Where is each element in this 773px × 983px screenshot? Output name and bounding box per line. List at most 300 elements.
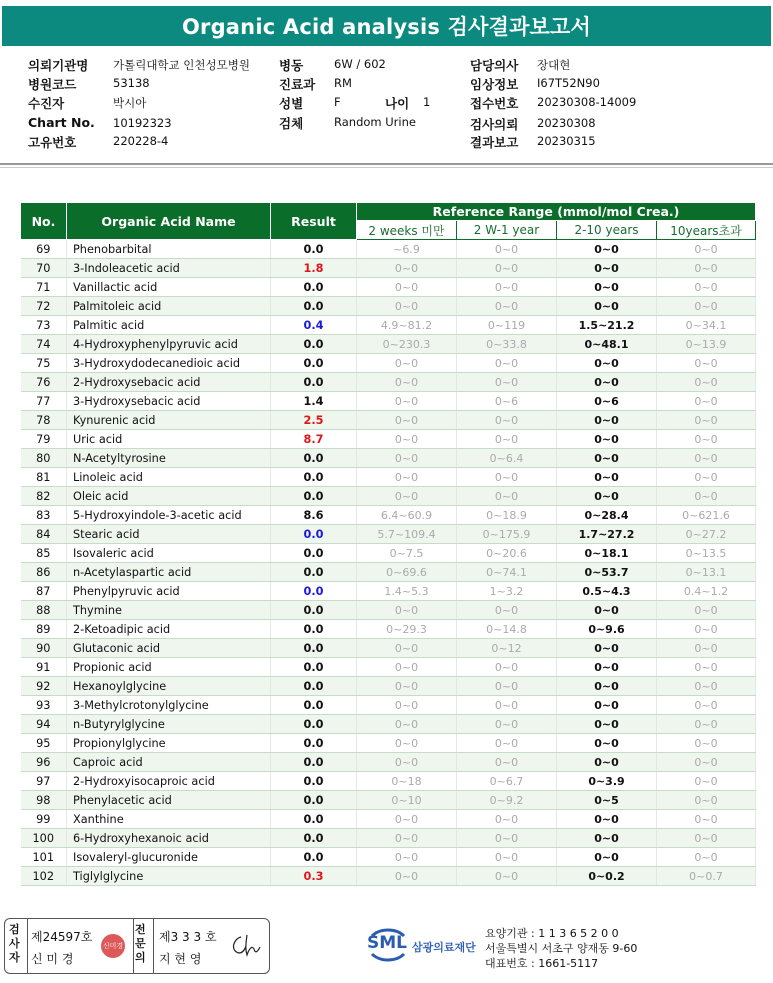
table-row: [21, 601, 756, 620]
ref-2weeks: 0~0: [357, 354, 457, 373]
acid-name: Propionylglycine: [67, 734, 271, 753]
ref-2-10years: 0~0: [557, 449, 657, 468]
acid-name: n-Acetylaspartic acid: [67, 563, 271, 582]
info-value: 53138: [113, 76, 150, 90]
acid-name: Palmitoleic acid: [67, 297, 271, 316]
ref-10years-plus: 0~621.6: [657, 506, 756, 525]
ref-2-10years: 0~0: [557, 658, 657, 677]
row-number: 69: [21, 240, 67, 259]
info-label: 담당의사: [470, 58, 519, 73]
acid-name: Thymine: [67, 601, 271, 620]
acid-name: Xanthine: [67, 810, 271, 829]
result-value: 0.0: [271, 468, 357, 487]
result-value: 0.0: [271, 297, 357, 316]
ref-2weeks: ~6.9: [357, 240, 457, 259]
ref-2w-1year: 0~9.2: [457, 791, 557, 810]
ref-10years-plus: 0~0: [657, 639, 756, 658]
ref-2w-1year: 0~20.6: [457, 544, 557, 563]
ref-2weeks: 0~29.3: [357, 620, 457, 639]
result-value: 0.0: [271, 639, 357, 658]
table-row: [21, 449, 756, 468]
ref-10years-plus: 0~0: [657, 829, 756, 848]
info-value: Random Urine: [334, 115, 416, 129]
result-value: 0.0: [271, 582, 357, 601]
ref-2-10years: 0~0: [557, 240, 657, 259]
table-row: [21, 563, 756, 582]
row-number: 72: [21, 297, 67, 316]
acid-name: 3-Indoleacetic acid: [67, 259, 271, 278]
row-number: 96: [21, 753, 67, 772]
row-number: 76: [21, 373, 67, 392]
ref-2w-1year: 0~0: [457, 373, 557, 392]
row-number: 95: [21, 734, 67, 753]
row-number: 87: [21, 582, 67, 601]
acid-name: Palmitic acid: [67, 316, 271, 335]
table-row: [21, 297, 756, 316]
results-table: [20, 202, 756, 886]
ref-2-10years: 0~0: [557, 829, 657, 848]
ref-2-10years: 0.5~4.3: [557, 582, 657, 601]
ref-2w-1year: 0~0: [457, 297, 557, 316]
info-label: 수진자: [28, 96, 65, 111]
table-row: [21, 487, 756, 506]
table-row: [21, 544, 756, 563]
ref-10years-plus: 0~0: [657, 772, 756, 791]
ref-10years-plus: 0~0: [657, 810, 756, 829]
ref-2-10years: 0~5: [557, 791, 657, 810]
acid-name: Uric acid: [67, 430, 271, 449]
ref-2weeks: 0~0: [357, 867, 457, 886]
ref-2w-1year: 0~74.1: [457, 563, 557, 582]
table-row: [21, 791, 756, 810]
ref-10years-plus: 0~13.1: [657, 563, 756, 582]
ref-2w-1year: 0~18.9: [457, 506, 557, 525]
ref-2w-1year: 0~0: [457, 753, 557, 772]
tester-label-char: 검: [9, 923, 20, 936]
result-value: 0.0: [271, 772, 357, 791]
row-number: 97: [21, 772, 67, 791]
ref-10years-plus: 0~0: [657, 392, 756, 411]
ref-10years-plus: 0~0: [657, 240, 756, 259]
info-label: 의뢰기관명: [28, 58, 89, 73]
result-value: 1.8: [271, 259, 357, 278]
ref-2w-1year: 0~6: [457, 392, 557, 411]
ref-2weeks: 0~18: [357, 772, 457, 791]
ref-2weeks: 4.9~81.2: [357, 316, 457, 335]
row-number: 86: [21, 563, 67, 582]
ref-2weeks: 0~0: [357, 449, 457, 468]
ref-2weeks: 0~0: [357, 696, 457, 715]
ref-2w-1year: 0~0: [457, 829, 557, 848]
ref-10years-plus: 0~27.2: [657, 525, 756, 544]
table-row: [21, 392, 756, 411]
row-number: 75: [21, 354, 67, 373]
signature-box: [4, 918, 270, 974]
info-value: 20230308: [537, 116, 596, 130]
row-number: 90: [21, 639, 67, 658]
result-value: 0.0: [271, 240, 357, 259]
table-row: [21, 506, 756, 525]
result-value: 0.0: [271, 734, 357, 753]
divider: [0, 163, 773, 165]
acid-name: 2-Ketoadipic acid: [67, 620, 271, 639]
acid-name: Kynurenic acid: [67, 411, 271, 430]
info-label: 검체: [279, 116, 304, 131]
tester-name: 신 미 경: [31, 952, 74, 966]
ref-2w-1year: 0~0: [457, 601, 557, 620]
ref-2weeks: 6.4~60.9: [357, 506, 457, 525]
ref-10years-plus: 0~0: [657, 677, 756, 696]
ref-2-10years: 1.5~21.2: [557, 316, 657, 335]
acid-name: Vanillactic acid: [67, 278, 271, 297]
ref-2-10years: 0~48.1: [557, 335, 657, 354]
ref-2weeks: 0~0: [357, 468, 457, 487]
ref-10years-plus: 0~0: [657, 791, 756, 810]
tester-label-char: 사: [9, 937, 20, 950]
report-title: Organic Acid analysis 검사결과보고서: [2, 6, 771, 46]
ref-2weeks: 0~0: [357, 392, 457, 411]
ref-10years-plus: 0~0: [657, 468, 756, 487]
ref-2w-1year: 0~0: [457, 867, 557, 886]
table-row: [21, 867, 756, 886]
acid-name: 2-Hydroxysebacic acid: [67, 373, 271, 392]
ref-2weeks: 1.4~5.3: [357, 582, 457, 601]
info-value: 박시아: [113, 96, 147, 110]
ref-col-header: 2 W-1 year: [457, 221, 557, 240]
logo-org-name: 삼광의료재단: [412, 941, 476, 954]
row-number: 93: [21, 696, 67, 715]
ref-2weeks: 0~0: [357, 848, 457, 867]
result-value: 0.0: [271, 620, 357, 639]
ref-2weeks: 0~0: [357, 601, 457, 620]
info-label: 고유번호: [28, 135, 77, 150]
info-label: 병원코드: [28, 77, 77, 92]
ref-2w-1year: 0~0: [457, 848, 557, 867]
row-number: 83: [21, 506, 67, 525]
ref-10years-plus: 0~0: [657, 658, 756, 677]
patient-info: [0, 52, 773, 156]
ref-2weeks: 0~0: [357, 430, 457, 449]
info-label: Chart No.: [28, 115, 95, 130]
ref-2w-1year: 1~3.2: [457, 582, 557, 601]
table-row: [21, 259, 756, 278]
table-row: [21, 715, 756, 734]
row-number: 101: [21, 848, 67, 867]
ref-2-10years: 0~0: [557, 734, 657, 753]
table-row: [21, 468, 756, 487]
ref-2w-1year: 0~0: [457, 411, 557, 430]
doctor-label-char: 전: [135, 923, 146, 936]
row-number: 92: [21, 677, 67, 696]
info-value: RM: [334, 76, 352, 90]
table-row: [21, 430, 756, 449]
ref-10years-plus: 0~0: [657, 411, 756, 430]
ref-2weeks: 0~0: [357, 639, 457, 658]
ref-2-10years: 1.7~27.2: [557, 525, 657, 544]
ref-2-10years: 0~0: [557, 430, 657, 449]
ref-2w-1year: 0~0: [457, 468, 557, 487]
ref-2weeks: 5.7~109.4: [357, 525, 457, 544]
result-value: 0.0: [271, 829, 357, 848]
ref-10years-plus: 0~0: [657, 696, 756, 715]
ref-2-10years: 0~0: [557, 373, 657, 392]
acid-name: Caproic acid: [67, 753, 271, 772]
row-number: 88: [21, 601, 67, 620]
row-number: 81: [21, 468, 67, 487]
info-value: 가톨릭대학교 인천성모병원: [113, 58, 250, 72]
results-body: [21, 240, 756, 886]
row-number: 80: [21, 449, 67, 468]
ref-2weeks: 0~0: [357, 487, 457, 506]
ref-2-10years: 0~0: [557, 753, 657, 772]
acid-name: Hexanoylglycine: [67, 677, 271, 696]
ref-2w-1year: 0~0: [457, 810, 557, 829]
info-label: 진료과: [279, 77, 316, 92]
result-value: 0.0: [271, 753, 357, 772]
acid-name: n-Butyrylglycine: [67, 715, 271, 734]
result-value: 8.7: [271, 430, 357, 449]
table-row: [21, 677, 756, 696]
info-value: 6W / 602: [334, 57, 386, 71]
ref-10years-plus: 0~0: [657, 259, 756, 278]
ref-2-10years: 0~18.1: [557, 544, 657, 563]
ref-2w-1year: 0~0: [457, 354, 557, 373]
ref-2-10years: 0~0: [557, 810, 657, 829]
acid-name: Glutaconic acid: [67, 639, 271, 658]
result-value: 0.0: [271, 658, 357, 677]
acid-name: Stearic acid: [67, 525, 271, 544]
row-number: 82: [21, 487, 67, 506]
ref-2w-1year: 0~33.8: [457, 335, 557, 354]
result-value: 2.5: [271, 411, 357, 430]
result-value: 0.0: [271, 544, 357, 563]
acid-name: Isovaleric acid: [67, 544, 271, 563]
result-value: 0.0: [271, 373, 357, 392]
info-label: 결과보고: [470, 135, 519, 150]
doctor-name: 지 현 영: [159, 952, 202, 966]
info-label: 임상정보: [470, 77, 519, 92]
ref-2w-1year: 0~0: [457, 259, 557, 278]
ref-2weeks: 0~10: [357, 791, 457, 810]
ref-2-10years: 0~0: [557, 696, 657, 715]
acid-name: Phenobarbital: [67, 240, 271, 259]
result-value: 8.6: [271, 506, 357, 525]
ref-2-10years: 0~0: [557, 639, 657, 658]
ref-2-10years: 0~0.2: [557, 867, 657, 886]
org-address: 서울특별시 서초구 양재동 9-60: [485, 942, 638, 955]
table-row: [21, 240, 756, 259]
ref-2-10years: 0~0: [557, 468, 657, 487]
acid-name: 2-Hydroxyisocaproic acid: [67, 772, 271, 791]
result-value: 0.0: [271, 487, 357, 506]
acid-name: Isovaleryl-glucuronide: [67, 848, 271, 867]
result-value: 0.0: [271, 278, 357, 297]
result-value: 0.0: [271, 848, 357, 867]
ref-2-10years: 0~6: [557, 392, 657, 411]
row-number: 77: [21, 392, 67, 411]
ref-10years-plus: 0~0: [657, 753, 756, 772]
table-row: [21, 810, 756, 829]
row-number: 91: [21, 658, 67, 677]
ref-10years-plus: 0~0.7: [657, 867, 756, 886]
divider: [0, 167, 773, 168]
acid-name: 3-Hydroxydodecanedioic acid: [67, 354, 271, 373]
ref-2w-1year: 0~0: [457, 430, 557, 449]
ref-2weeks: 0~0: [357, 810, 457, 829]
ref-2weeks: 0~0: [357, 278, 457, 297]
acid-name: Linoleic acid: [67, 468, 271, 487]
org-phone: 대표번호 : 1661-5117: [485, 957, 599, 970]
table-row: [21, 335, 756, 354]
org-code: 요양기관 : 1 1 3 6 5 2 0 0: [485, 927, 619, 940]
result-value: 0.0: [271, 696, 357, 715]
ref-2w-1year: 0~0: [457, 658, 557, 677]
ref-2w-1year: 0~0: [457, 696, 557, 715]
table-row: [21, 734, 756, 753]
ref-col-header: 10years초과: [657, 221, 756, 240]
row-number: 79: [21, 430, 67, 449]
table-row: [21, 620, 756, 639]
tester-seal: 신미경: [101, 934, 125, 958]
col-header-no: No.: [21, 203, 67, 240]
ref-2weeks: 0~0: [357, 411, 457, 430]
row-number: 98: [21, 791, 67, 810]
row-number: 74: [21, 335, 67, 354]
ref-2-10years: 0~3.9: [557, 772, 657, 791]
acid-name: Tiglylglycine: [67, 867, 271, 886]
age-value: 1: [423, 95, 431, 109]
logo-text: SML: [367, 933, 407, 953]
ref-2weeks: 0~69.6: [357, 563, 457, 582]
ref-10years-plus: 0~34.1: [657, 316, 756, 335]
result-value: 0.0: [271, 601, 357, 620]
ref-2w-1year: 0~6.4: [457, 449, 557, 468]
result-value: 0.3: [271, 867, 357, 886]
info-label: 검사의뢰: [470, 117, 519, 132]
ref-2-10years: 0~0: [557, 297, 657, 316]
result-value: 1.4: [271, 392, 357, 411]
col-header-result: Result: [271, 203, 357, 240]
ref-2-10years: 0~0: [557, 715, 657, 734]
table-row: [21, 772, 756, 791]
ref-2weeks: 0~0: [357, 734, 457, 753]
ref-2-10years: 0~9.6: [557, 620, 657, 639]
ref-2-10years: 0~0: [557, 278, 657, 297]
ref-2w-1year: 0~0: [457, 715, 557, 734]
ref-2-10years: 0~0: [557, 354, 657, 373]
info-value: 220228-4: [113, 134, 169, 148]
ref-2-10years: 0~0: [557, 411, 657, 430]
result-value: 0.0: [271, 449, 357, 468]
table-row: [21, 753, 756, 772]
ref-2weeks: 0~0: [357, 373, 457, 392]
ref-10years-plus: 0~0: [657, 297, 756, 316]
result-value: 0.0: [271, 335, 357, 354]
info-label: 접수번호: [470, 96, 519, 111]
table-row: [21, 696, 756, 715]
ref-10years-plus: 0~0: [657, 715, 756, 734]
doctor-signature-icon: [227, 931, 263, 961]
ref-2weeks: 0~0: [357, 715, 457, 734]
ref-10years-plus: 0~13.9: [657, 335, 756, 354]
ref-10years-plus: 0~0: [657, 430, 756, 449]
acid-name: Phenylacetic acid: [67, 791, 271, 810]
doctor-label-char: 문: [135, 937, 146, 950]
table-row: [21, 373, 756, 392]
ref-2w-1year: 0~12: [457, 639, 557, 658]
ref-2weeks: 0~0: [357, 677, 457, 696]
row-number: 70: [21, 259, 67, 278]
ref-2-10years: 0~0: [557, 601, 657, 620]
info-label: 성별: [279, 96, 304, 111]
table-row: [21, 582, 756, 601]
acid-name: Oleic acid: [67, 487, 271, 506]
ref-2-10years: 0~0: [557, 259, 657, 278]
ref-2-10years: 0~53.7: [557, 563, 657, 582]
tester-license-no: 제24597호: [31, 930, 93, 944]
info-value: I67T52N90: [537, 76, 600, 90]
result-value: 0.0: [271, 810, 357, 829]
ref-2weeks: 0~0: [357, 297, 457, 316]
table-row: [21, 411, 756, 430]
ref-10years-plus: 0~0: [657, 278, 756, 297]
ref-10years-plus: 0~0: [657, 373, 756, 392]
info-value: 20230315: [537, 134, 596, 148]
ref-10years-plus: 0~0: [657, 601, 756, 620]
ref-2-10years: 0~0: [557, 848, 657, 867]
row-number: 71: [21, 278, 67, 297]
doctor-label-char: 의: [135, 951, 146, 964]
ref-10years-plus: 0~0: [657, 449, 756, 468]
row-number: 94: [21, 715, 67, 734]
ref-2-10years: 0~28.4: [557, 506, 657, 525]
ref-10years-plus: 0~0: [657, 848, 756, 867]
ref-10years-plus: 0~0: [657, 734, 756, 753]
result-value: 0.0: [271, 715, 357, 734]
table-row: [21, 848, 756, 867]
ref-2w-1year: 0~0: [457, 240, 557, 259]
row-number: 99: [21, 810, 67, 829]
row-number: 89: [21, 620, 67, 639]
ref-2w-1year: 0~175.9: [457, 525, 557, 544]
ref-2weeks: 0~0: [357, 658, 457, 677]
ref-2weeks: 0~0: [357, 259, 457, 278]
row-number: 100: [21, 829, 67, 848]
row-number: 85: [21, 544, 67, 563]
acid-name: Propionic acid: [67, 658, 271, 677]
row-number: 78: [21, 411, 67, 430]
row-number: 73: [21, 316, 67, 335]
acid-name: 3-Methylcrotonylglycine: [67, 696, 271, 715]
ref-10years-plus: 0.4~1.2: [657, 582, 756, 601]
ref-2w-1year: 0~0: [457, 677, 557, 696]
ref-10years-plus: 0~13.5: [657, 544, 756, 563]
acid-name: 3-Hydroxysebacic acid: [67, 392, 271, 411]
ref-10years-plus: 0~0: [657, 487, 756, 506]
acid-name: N-Acetyltyrosine: [67, 449, 271, 468]
ref-col-header: 2 weeks 미만: [357, 221, 457, 240]
col-header-name: Organic Acid Name: [67, 203, 271, 240]
ref-col-header: 2-10 years: [557, 221, 657, 240]
ref-2w-1year: 0~6.7: [457, 772, 557, 791]
acid-name: 4-Hydroxyphenylpyruvic acid: [67, 335, 271, 354]
info-value: F: [334, 95, 341, 109]
col-header-reference: Reference Range (mmol/mol Crea.): [357, 203, 756, 221]
age-label: 나이: [385, 96, 410, 111]
table-row: [21, 278, 756, 297]
ref-2weeks: 0~230.3: [357, 335, 457, 354]
table-row: [21, 829, 756, 848]
